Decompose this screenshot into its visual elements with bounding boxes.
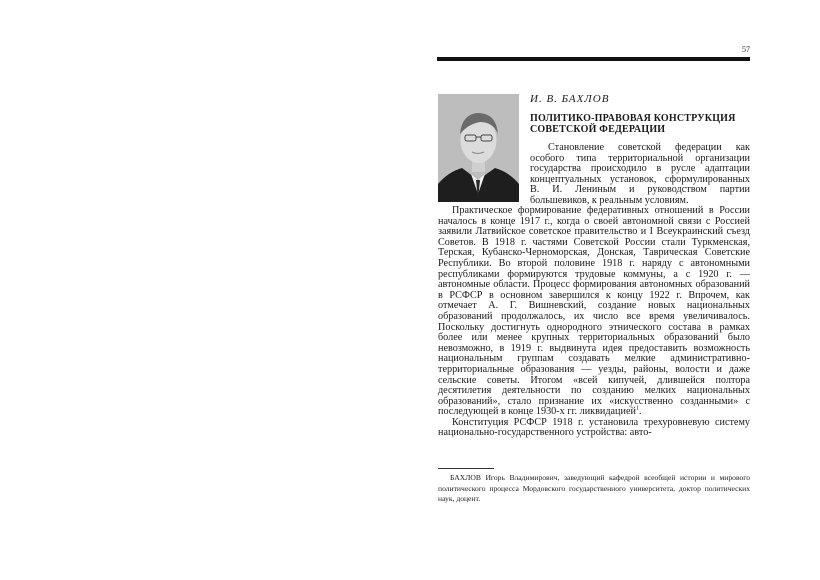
abstract-text: Становление советской федерации как особого типа территориальной организации государства происходило в русле адаптации концептуальных установок, сформулированных В. И. Лениным и руководством партии большевиков, к реальным условиям. <box>530 142 750 206</box>
footnote-separator <box>438 468 494 469</box>
paragraph-end: . <box>638 406 642 418</box>
author-portrait-image <box>438 94 519 202</box>
paragraph-text: Практическое формирование федеративных отношений в России началось в конце 1917 г., когда о своей автономной связи с Россией заявили Латвийское советское правительство и I Всеукраинский съезд Советов. В 1918 г. частями Советской России стали Туркменская, Терская, Кубанско-Черноморская, Донская, Таврическая Советские Республики. Во второй половине 1918 г. наряду с автономными республиками формируются трудовые коммуны, а с 1920 г. — автономные области. Процесс формирования автономных образований в РСФСР в основном завершился к концу 1922 г. Впрочем, как отмечает А. Г. Вишневский, создание новых национальных образований продолжалось, их число все время увеличивалось. Поскольку достигнуть однородного этнического состава в рамках более или менее крупных территориальных образований было невозможно, в 1919 г. выдвинута идея предоставить возможность национальным группам создавать мелкие административно-территориальные образования — уезды, районы, волости и даже сельские советы. Итогом «всей кипучей, длившейся полтора десятилетия деятельности по созданию мелких национальных образований», стало признание их «искусственно созданными» с последующей в конце 1930-х гг. ликвидацией <box>438 205 750 418</box>
footnote-reference: 1 <box>635 405 639 412</box>
page-number: 57 <box>742 45 750 54</box>
footnote-text: БАХЛОВ Игорь Владимирович, заведующий кафедрой всеобщей истории и мирового политического процесса Мордовского государственного университета, доктор политических наук, доцент. <box>438 473 750 503</box>
author-name: И. В. БАХЛОВ <box>530 93 610 105</box>
author-photo <box>438 94 519 202</box>
body-paragraph: Конституция РСФСР 1918 г. установила трехуровневую систему национально-государственного устройства: авто- <box>438 416 750 439</box>
header-rule <box>437 57 750 61</box>
body-paragraph <box>438 206 750 418</box>
article-title: ПОЛИТИКО-ПРАВОВАЯ КОНСТРУКЦИЯ СОВЕТСКОЙ ФЕДЕРАЦИИ <box>530 113 736 135</box>
article-body <box>438 206 750 439</box>
author-footnote <box>438 473 750 505</box>
abstract <box>530 143 750 207</box>
